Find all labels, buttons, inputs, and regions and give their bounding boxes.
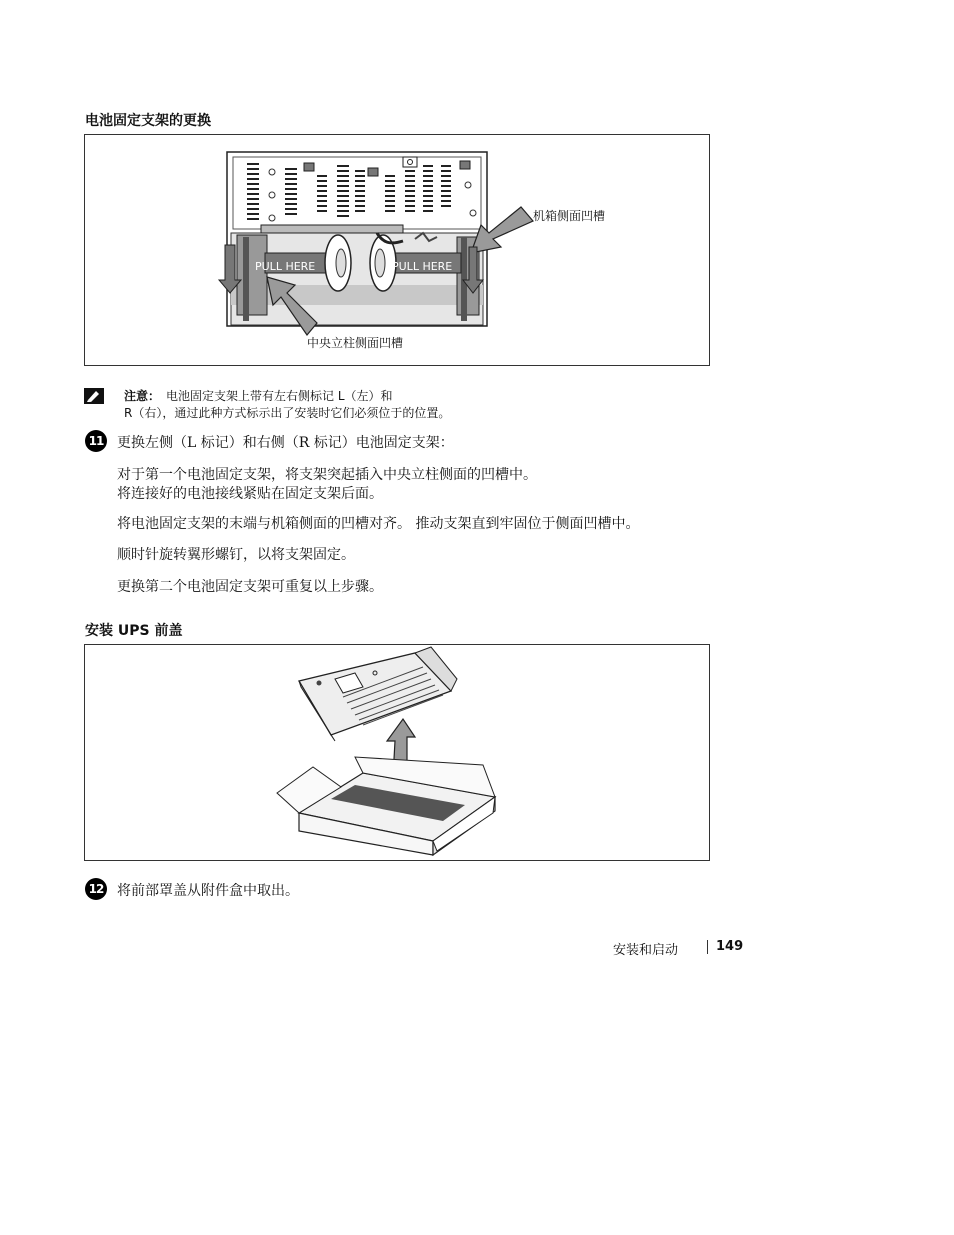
section-title-install-front-cover: 安装 UPS 前盖 <box>85 623 183 639</box>
step-badge-11: 11 <box>85 430 107 452</box>
step-11-para-1-line-1: 对于第一个电池固定支架，将支架突起插入中央立柱侧面的凹槽中。 <box>117 467 537 483</box>
front-cover-illustration <box>85 645 709 860</box>
figure-front-cover <box>84 644 710 861</box>
step-badge-12: 12 <box>85 878 107 900</box>
page-number: 149 <box>716 939 744 954</box>
pull-here-label-left: PULL HERE <box>255 260 316 273</box>
step-12-text: 将前部罩盖从附件盒中取出。 <box>117 883 299 899</box>
step-11-para-2: 将电池固定支架的末端与机箱侧面的凹槽对齐。 推动支架直到牢固位于侧面凹槽中。 <box>117 516 640 532</box>
pull-here-label-right: PULL HERE <box>392 260 453 273</box>
note-prefix: 注意： <box>124 389 161 403</box>
step-11-para-1-line-2: 将连接好的电池接线紧贴在固定支架后面。 <box>117 486 383 502</box>
note-line-2: R（右），通过此种方式标示出了安装时它们必须位于的位置。 <box>124 406 451 420</box>
callout-chassis-groove: 机箱侧面凹槽 <box>533 209 606 223</box>
note-pencil-icon <box>84 388 104 404</box>
step-11-para-4: 更换第二个电池固定支架可重复以上步骤。 <box>117 579 383 595</box>
figure-bracket-replacement <box>84 134 710 366</box>
step-11-para-3: 顺时针旋转翼形螺钉，以将支架固定。 <box>117 547 355 563</box>
footer-divider <box>707 940 708 954</box>
bracket-illustration <box>85 135 709 365</box>
note-line-1 <box>124 387 393 404</box>
footer-chapter-title: 安装和启动 <box>613 943 679 958</box>
step-11-intro: 更换左侧（L 标记）和右侧（R 标记）电池固定支架： <box>117 435 454 451</box>
callout-center-post-groove: 中央立柱侧面凹槽 <box>307 336 404 350</box>
note-text-1: 电池固定支架上带有左右侧标记 L（左）和 <box>166 389 393 403</box>
section-title-bracket-replacement: 电池固定支架的更换 <box>85 113 211 129</box>
